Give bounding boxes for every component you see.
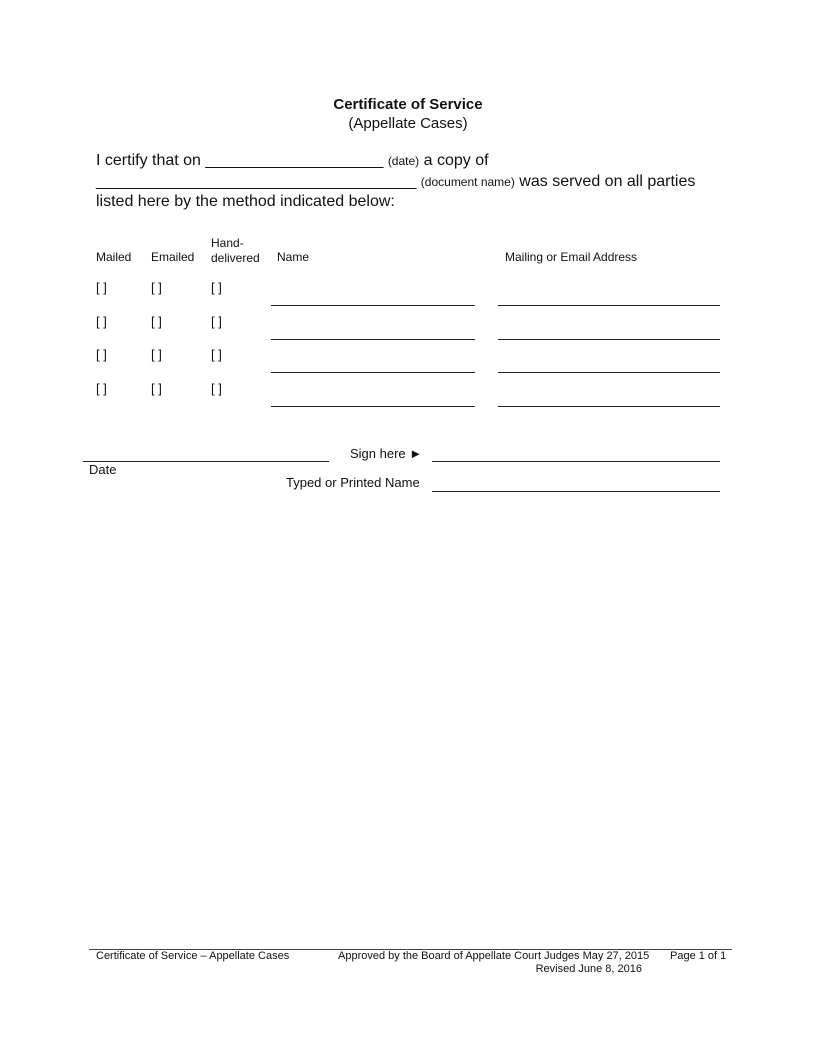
row-3-name-line[interactable] [271,372,475,373]
footer-approved-text: Approved by the Board of Appellate Court Judges May 27, 2015 [338,950,650,962]
printed-name-line[interactable] [432,491,720,492]
row-1-name-line[interactable] [271,305,475,306]
header-name: Name [277,250,310,264]
footer-approval [338,950,650,976]
statement-line-2 [96,173,695,191]
row-2-emailed-checkbox[interactable]: [ ] [151,314,162,329]
row-2-mailed-checkbox[interactable]: [ ] [96,314,107,329]
date-label: Date [89,462,117,477]
document-name-hint-label: (document name) [420,175,515,189]
footer-revised-text: Revised June 8, 2016 [535,963,642,975]
row-4-name-line[interactable] [271,406,475,407]
row-4-hand-checkbox[interactable]: [ ] [211,381,222,396]
header-hand-delivered [211,236,260,266]
date-hint-label: (date) [387,154,420,168]
page-title: Certificate of Service [333,96,483,113]
row-1-hand-checkbox[interactable]: [ ] [211,280,222,295]
statement-copy-text: a copy of [423,152,489,169]
signature-line[interactable] [432,461,720,462]
row-1-mailed-checkbox[interactable]: [ ] [96,280,107,295]
page-subtitle: (Appellate Cases) [348,115,468,132]
row-4-address-line[interactable] [498,406,720,407]
footer-page-number: Page 1 of 1 [670,950,727,962]
row-3-hand-checkbox[interactable]: [ ] [211,347,222,362]
row-2-name-line[interactable] [271,339,475,340]
document-name-blank[interactable]: ____________________________________ [96,173,417,190]
header-mailed: Mailed [96,250,132,264]
statement-line-3: listed here by the method indicated below: [96,193,395,210]
header-emailed: Emailed [151,250,195,264]
footer-form-title: Certificate of Service – Appellate Cases [96,950,290,962]
row-4-emailed-checkbox[interactable]: [ ] [151,381,162,396]
date-blank[interactable]: ____________________ [205,152,384,169]
printed-name-label: Typed or Printed Name [286,475,420,490]
header-hand-line-1: Hand- [211,236,244,250]
row-4-mailed-checkbox[interactable]: [ ] [96,381,107,396]
row-3-emailed-checkbox[interactable]: [ ] [151,347,162,362]
row-2-address-line[interactable] [498,339,720,340]
sign-here-label: Sign here ► [350,446,423,461]
statement-line-1 [96,152,489,170]
statement-certify-text: I certify that on [96,152,201,169]
date-signature-line[interactable] [83,461,329,462]
header-address: Mailing or Email Address [505,250,638,264]
statement-served-text: was served on all parties [519,173,696,190]
header-hand-line-2: delivered [211,251,260,265]
row-3-mailed-checkbox[interactable]: [ ] [96,347,107,362]
row-2-hand-checkbox[interactable]: [ ] [211,314,222,329]
row-1-address-line[interactable] [498,305,720,306]
row-3-address-line[interactable] [498,372,720,373]
row-1-emailed-checkbox[interactable]: [ ] [151,280,162,295]
